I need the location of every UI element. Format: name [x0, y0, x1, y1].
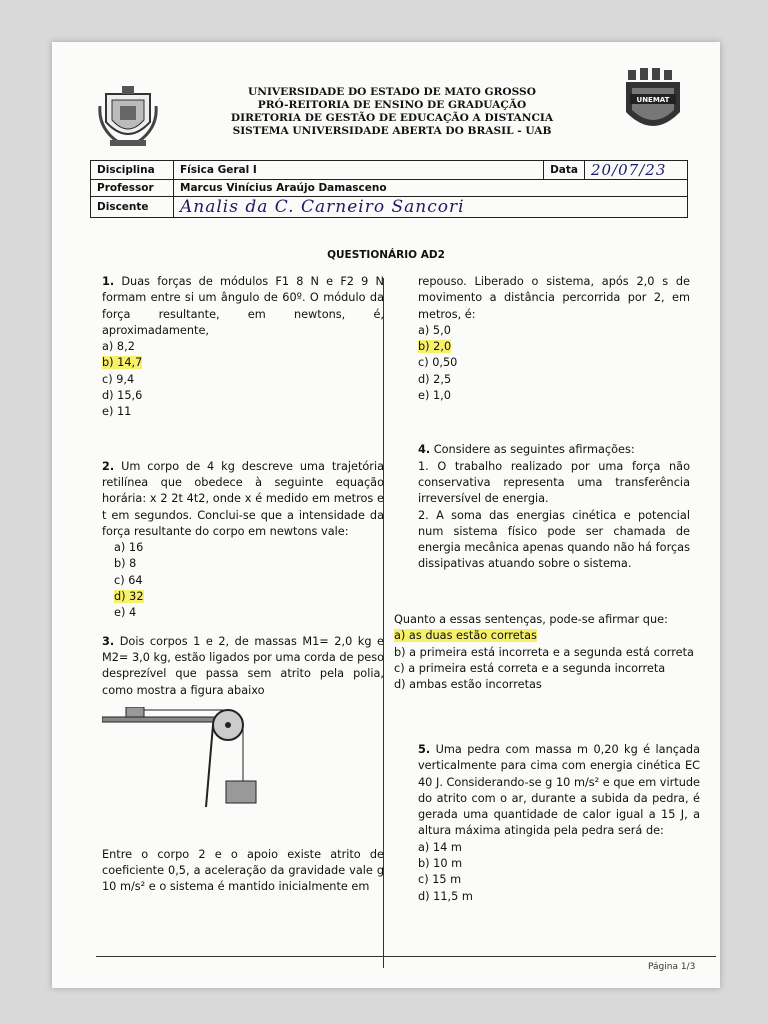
option-a: a) 14 m [418, 840, 462, 854]
question-prompt: Quanto a essas sentenças, pode-se afirmar que: [394, 613, 668, 626]
data-label: Data [544, 161, 585, 180]
professor-value: Marcus Vinícius Araújo Damasceno [174, 180, 688, 197]
statement-2: 2. A soma das energias cinética e potencial num sistema físico pode ser chamada de energia mecânica apenas quando não há forças dissipativas atuando sobre o sistema. [418, 508, 690, 571]
unemat-logo-icon [620, 68, 686, 138]
data-value: 20/07/23 [585, 161, 688, 180]
table-surface [102, 717, 230, 722]
question-1: 1. Duas forças de módulos F1 8 N e F2 9 N formam entre si um ângulo de 60º. O módulo da força resultante, em newtons, é, aproximadamente, a) 8,2 b) 14,7 c) 9,4 d) 15,6 e) 11 [102, 274, 384, 421]
question-text: Considere as seguintes afirmações: [433, 443, 635, 457]
header-line: UNIVERSIDADE DO ESTADO DE MATO GROSSO [248, 86, 536, 98]
option-e: e) 1,0 [418, 389, 451, 403]
question-4: 4. Considere as seguintes afirmações: 1. O trabalho realizado por uma força não conservativa representa uma transferência irreversível de energia. 2. A soma das energias cinética e potencial num sistema físico pode ser chamada de energia mecânica apenas quando não há forças dissipativas atuando sobre o sistema. [418, 442, 690, 572]
course-info-table [90, 160, 688, 218]
right-column [418, 274, 690, 573]
option-b: b) 8 [114, 557, 137, 571]
body-2-block [226, 781, 256, 803]
option-d: d) 15,6 [102, 389, 143, 403]
question-5: 5. Uma pedra com massa m 0,20 kg é lançada verticalmente para cima com energia cinética EC 40 J. Considerando-se g 10 m/s² e que em virtude do atrito com o ar, durante a subida da pedra, é gerada uma quantidade de calor igual a 15 J, a altura máxima atingida pela pedra será de: a) 14 m b) 10 m c) 15 m d) 11,5 m [418, 742, 700, 905]
option-d: d) 11,5 m [418, 889, 473, 903]
option-c: c) 9,4 [102, 372, 135, 386]
logo-text: UNEMAT [636, 96, 670, 104]
document-page [52, 42, 720, 988]
left-column [102, 274, 384, 896]
footer-rule [96, 956, 716, 957]
option-c: c) 15 m [418, 873, 462, 887]
question-text: Dois corpos 1 e 2, de massas M1= 2,0 kg e M2= 3,0 kg, estão ligados por uma corda de peso desprezível que passa sem atrito pela polia, como mostra a figura abaixo [102, 634, 385, 697]
option-d: d) ambas estão incorretas [394, 678, 542, 692]
header-line: SISTEMA UNIVERSIDADE ABERTA DO BRASIL - UAB [232, 125, 552, 137]
option-a: a) 5,0 [418, 323, 451, 337]
disciplina-label: Disciplina [91, 161, 174, 180]
question-text: Uma pedra com massa m 0,20 kg é lançada verticalmente para cima com energia cinética EC 40 J. Considerando-se g 10 m/s² e que em virtude do atrito com o ar, durante a subida da pedra, é gerada uma quantidade de calor igual a 15 J, a altura máxima atingida pela pedra será de: [418, 743, 700, 838]
option-a: a) 16 [114, 541, 144, 555]
question-text: repouso. Liberado o sistema, após 2,0 s de movimento a distância percorrida por 2, em metros, é: [418, 275, 690, 321]
professor-label: Professor [91, 180, 174, 197]
question-text-continued: Entre o corpo 2 e o apoio existe atrito de coeficiente 0,5, a aceleração da gravidade vale g 10 m/s² e o sistema é mantido inicialmente em [102, 847, 384, 894]
option-c: c) 0,50 [418, 356, 458, 370]
option-d: d) 32 [114, 590, 144, 604]
pulley-support [206, 725, 213, 807]
statement-1: 1. O trabalho realizado por uma força não conservativa representa uma transferência irreversível de energia. [418, 459, 690, 506]
option-a: a) as duas estão corretas [394, 629, 537, 643]
questionnaire-title: QUESTIONÁRIO AD2 [327, 249, 445, 261]
page-number: Página 1/3 [648, 962, 696, 972]
question-2: 2. Um corpo de 4 kg descreve uma trajetória retilínea que obedece à seguinte equação horária: x 2 2t 4t2, onde x é medido em metros e t em segundos. Conclui-se que a intensidade da força resultante do corpo em newtons vale: a) 16 b) 8 c) 64 d) 32 e) 4 [102, 459, 384, 622]
pulley-figure [102, 707, 262, 811]
body-1-block [126, 707, 144, 717]
question-text: Um corpo de 4 kg descreve uma trajetória retilínea que obedece à seguinte equação horária: x 2 2t 4t2, onde x é medido em metros e t em segundos. Conclui-se que a intensidade da força resultante do corpo em newtons vale: [102, 459, 385, 538]
disciplina-value: Física Geral I [174, 161, 544, 180]
option-a: a) 8,2 [102, 340, 135, 354]
document-header [52, 42, 720, 152]
option-b: b) 14,7 [102, 356, 143, 370]
header-line: DIRETORIA DE GESTÃO DE EDUCAÇÃO A DISTANCIA [230, 112, 554, 124]
option-b: b) a primeira está incorreta e a segunda está correta [394, 645, 694, 659]
state-coat-of-arms-icon [96, 84, 160, 150]
option-b: b) 2,0 [418, 340, 452, 354]
option-e: e) 11 [102, 405, 132, 419]
question-3: 3. Dois corpos 1 e 2, de massas M1= 2,0 kg e M2= 3,0 kg, estão ligados por uma corda de peso desprezível que passa sem atrito pela polia, como mostra a figura abaixo Entre o corpo 2 e o apoio existe atrito de coeficiente 0,5, a aceleração da gravidade vale g 10 m/s² e o sistema é mantido inicialmente em [102, 634, 384, 896]
option-e: e) 4 [114, 606, 137, 620]
pulley-axle [225, 722, 231, 728]
discente-value: Analis da C. Carneiro Sancori [174, 197, 688, 218]
option-d: d) 2,5 [418, 372, 452, 386]
option-c: c) 64 [114, 573, 143, 587]
header-line: PRÓ-REITORIA DE ENSINO DE GRADUAÇÃO [257, 99, 527, 111]
option-c: c) a primeira está correta e a segunda incorreta [394, 661, 666, 675]
question-4-options [394, 612, 694, 693]
question-3-continued [418, 274, 690, 404]
option-b: b) 10 m [418, 857, 463, 871]
discente-label: Discente [91, 197, 174, 218]
question-text: Duas forças de módulos F1 8 N e F2 9 N formam entre si um ângulo de 60º. O módulo da força resultante, em newtons, é, aproximadamente, [102, 275, 384, 337]
